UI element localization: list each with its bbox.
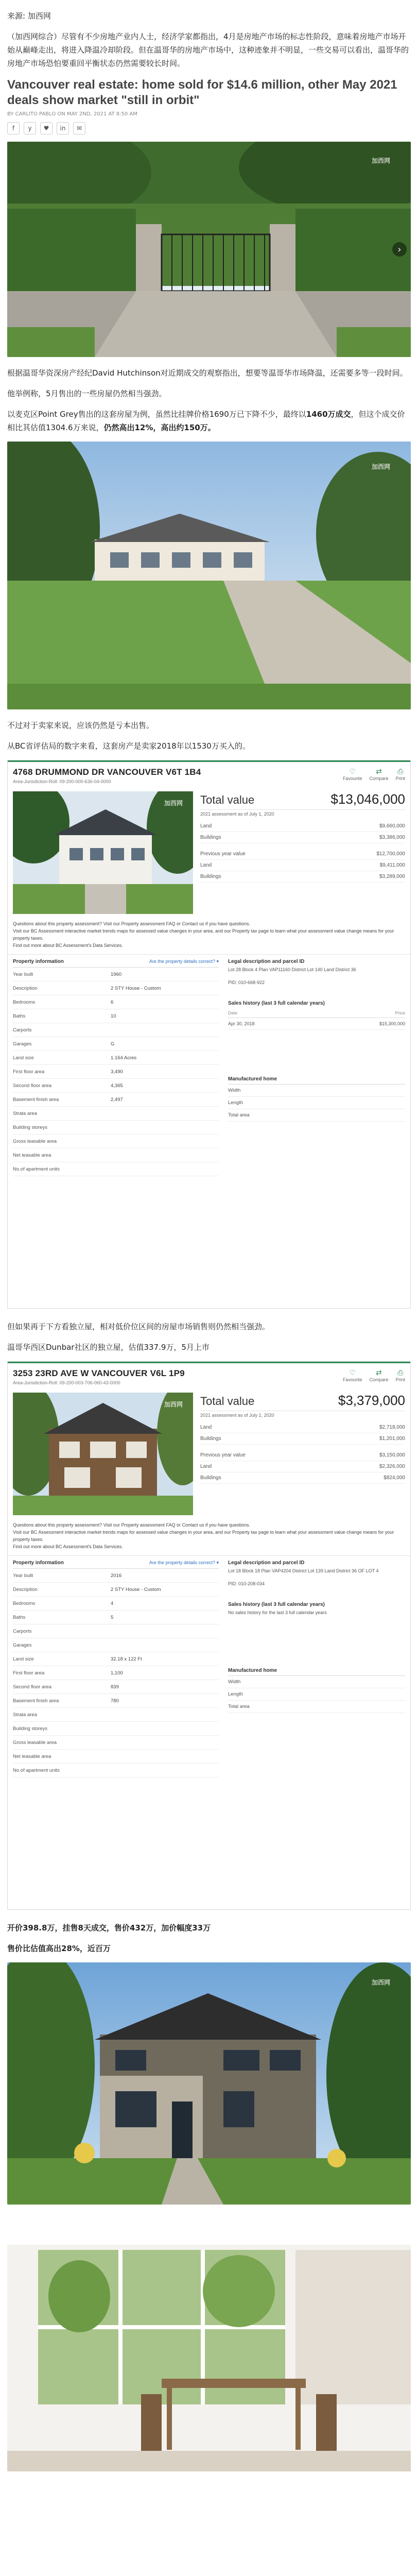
- property-info-section: [8, 1555, 410, 1784]
- property-information-title: Property information: [13, 959, 64, 964]
- paragraph-4: 不过对于卖家来说，应该仍然是亏本出售。: [7, 721, 154, 730]
- print-button[interactable]: [395, 1368, 405, 1382]
- compare-label: Compare: [369, 1377, 389, 1382]
- note-data-services: Find out more about BC Assessment's Data Services.: [13, 943, 123, 948]
- total-value-row: [200, 1393, 405, 1411]
- note-market-trends: Visit our BC Assessment interactive market trends maps for assessed value changes in your area, and our Property tax page to learn what your assessment value change means for your property taxes.: [13, 928, 394, 941]
- field-value: 4: [111, 1600, 114, 1606]
- property-fields-list: [13, 1569, 219, 1777]
- field-label: Basement finish area: [13, 1096, 59, 1103]
- compare-button[interactable]: [369, 767, 388, 781]
- property-field-row: [13, 1093, 219, 1107]
- legal-text: Lot 28 Block 4 Plan VAP11160 District Lot 140 Land District 36: [228, 967, 356, 972]
- buildings-label: Buildings: [200, 1436, 221, 1442]
- field-value: 1.164 Acres: [111, 1055, 137, 1061]
- sales-history-empty-note: No sales history for the last 3 full calendar years: [228, 1610, 327, 1615]
- estate-lawn-image: [7, 442, 411, 709]
- field-label: Garages: [13, 1642, 32, 1648]
- field-label: First floor area: [13, 1670, 45, 1676]
- paragraph-3-part-c: ，但这个成交价相比其估值1304.6万来说，: [7, 410, 405, 432]
- buildings-value-row: [200, 1433, 405, 1445]
- field-label: First floor area: [13, 1069, 45, 1075]
- parcel-id: PID: 010-668-922: [228, 980, 265, 985]
- total-value-label: Total value: [200, 793, 255, 806]
- previous-land-row: [200, 1461, 405, 1472]
- property-fields-list: [13, 968, 219, 1176]
- parcel-id: PID: 010-208-034: [228, 1581, 265, 1586]
- assessment-date-note: 2021 assessment as of July 1, 2020: [200, 811, 274, 817]
- print-icon: ⎙: [397, 1368, 404, 1377]
- interior-image: [7, 2214, 411, 2471]
- details-correct-link[interactable]: Are the property details correct? ▾: [149, 1560, 219, 1565]
- property-field-row: [13, 1023, 219, 1037]
- property-field-row: [13, 1065, 219, 1079]
- favourite-label: Favourite: [342, 776, 362, 781]
- property-field-row: [13, 1722, 219, 1736]
- mh-total-area: Total area: [228, 1701, 405, 1713]
- heart-icon: ♡: [349, 767, 356, 775]
- favourite-label: Favourite: [342, 1377, 362, 1382]
- field-label: Net leasable area: [13, 1753, 51, 1759]
- print-button[interactable]: [395, 767, 405, 781]
- manufactured-home-title: Manufactured home: [228, 1076, 405, 1084]
- land-value-row: [200, 1422, 405, 1433]
- mh-length: Length: [228, 1097, 405, 1109]
- field-value: 6: [111, 999, 114, 1005]
- property-field-row: [13, 1051, 219, 1065]
- field-label: Bedrooms: [13, 1600, 36, 1606]
- total-value-amount: $13,046,000: [330, 791, 405, 807]
- property-address: 4768 DRUMMOND DR VANCOUVER V6T 1B4: [13, 767, 201, 777]
- paragraph-2: 他举例称，5月售出的一些房屋仍然相当强劲。: [7, 389, 167, 398]
- field-value: 3,490: [111, 1069, 123, 1075]
- legal-and-sales: [228, 959, 405, 1176]
- total-value-label: Total value: [200, 1395, 255, 1408]
- watermark: 加西网: [164, 800, 183, 807]
- field-value: 32.18 x 122 Ft: [111, 1656, 142, 1662]
- field-label: Carports: [13, 1628, 32, 1634]
- watermark: 加西网: [371, 463, 390, 470]
- field-value: 780: [111, 1698, 119, 1704]
- property-field-row: [13, 1121, 219, 1134]
- previous-year-row: [200, 1450, 405, 1461]
- property-field-row: [13, 1009, 219, 1023]
- total-value-panel: [200, 1393, 405, 1515]
- total-value-row: [200, 791, 405, 810]
- field-label: Baths: [13, 1013, 26, 1019]
- legal-and-sales: [228, 1560, 405, 1777]
- sales-history-title: Sales history (last 3 full calendar years): [228, 1602, 325, 1607]
- sales-history-title: Sales history (last 3 full calendar years): [228, 1001, 325, 1006]
- watermark: 加西网: [371, 1979, 390, 1986]
- field-label: No.of apartment units: [13, 1767, 60, 1773]
- property-field-row: [13, 1736, 219, 1750]
- field-value: 2 STY House - Custom: [111, 985, 161, 991]
- property-field-row: [13, 981, 219, 995]
- photo-estate-lawn: [7, 442, 411, 709]
- field-value: 2 STY House - Custom: [111, 1586, 161, 1592]
- property-thumbnail: [13, 791, 193, 914]
- previous-year-label: Previous year value: [200, 851, 246, 857]
- field-label: Garages: [13, 1041, 32, 1047]
- field-value: 4,365: [111, 1082, 123, 1089]
- field-label: Building storeys: [13, 1725, 48, 1732]
- heart-icon: ♡: [349, 1368, 356, 1377]
- watermark: 加西网: [371, 157, 390, 164]
- previous-buildings-row: [200, 1472, 405, 1484]
- buildings-value: $3,386,000: [379, 835, 405, 840]
- note-data-services: Find out more about BC Assessment's Data Services.: [13, 1544, 123, 1549]
- note-faq: Questions about this property assessment? Visit our Property assessment FAQ or Contact us if you have questions.: [13, 921, 251, 926]
- mh-length: Length: [228, 1688, 405, 1701]
- note-market-trends: Visit our BC Assessment interactive market trends maps for assessed value changes in your area, and our Property tax page to learn what your assessment value change means for your property taxes.: [13, 1530, 394, 1542]
- land-value-row: [200, 821, 405, 832]
- previous-year-value: $3,150,000: [379, 1452, 405, 1458]
- total-value-amount: $3,379,000: [338, 1393, 405, 1408]
- paragraph-3-sold-price: 1460万成交: [306, 410, 351, 419]
- property-information: [13, 1560, 219, 1777]
- card-header: [8, 1362, 410, 1388]
- previous-land-value: $9,411,000: [379, 862, 405, 868]
- linkedin-icon[interactable]: in: [57, 122, 69, 134]
- field-label: Description: [13, 1586, 38, 1592]
- field-label: Second floor area: [13, 1684, 51, 1690]
- field-value: G: [111, 1041, 115, 1047]
- card-actions: [343, 767, 405, 781]
- print-label: Print: [395, 776, 405, 781]
- property-information-header: [13, 1560, 219, 1569]
- legal-title: Legal description and parcel ID: [228, 959, 305, 964]
- house-thumbnail-image: [13, 1393, 193, 1515]
- card-actions: [343, 1368, 405, 1382]
- property-field-row: [13, 1134, 219, 1148]
- property-info-section: [8, 954, 410, 1182]
- property-field-row: [13, 1680, 219, 1694]
- field-value: 2,497: [111, 1096, 123, 1103]
- property-information: [13, 959, 219, 1176]
- twitter-icon[interactable]: y: [24, 122, 36, 134]
- field-label: Land size: [13, 1656, 34, 1662]
- sales-price-col: Price: [395, 1010, 405, 1015]
- print-icon: ⎙: [397, 767, 404, 775]
- property-field-row: [13, 1079, 219, 1093]
- field-value: 1960: [111, 971, 122, 977]
- property-field-row: [13, 1597, 219, 1611]
- land-label: Land: [200, 1464, 212, 1469]
- field-label: Baths: [13, 1614, 26, 1620]
- property-field-row: [13, 1764, 219, 1777]
- paragraph-5: 从BC省评估局的数字来看，这套房产是卖家2018年以1530万买入的。: [7, 741, 250, 751]
- card-header: [8, 760, 410, 787]
- property-field-row: [13, 1162, 219, 1176]
- field-label: Year built: [13, 1572, 33, 1579]
- land-label: Land: [200, 823, 212, 829]
- paragraph-1: 根据温哥华资深房产经纪David Hutchinson对近期成交的观察指出，想要等温哥华市场降温，还需要多等一段时间。: [7, 368, 408, 378]
- property-field-row: [13, 968, 219, 981]
- field-value: 839: [111, 1684, 119, 1690]
- compare-label: Compare: [369, 776, 389, 781]
- compare-button[interactable]: [369, 1368, 388, 1382]
- property-field-row: [13, 1624, 219, 1638]
- paragraph-3-part-a: 以麦克区Point Grey售出的这套房屋为例，虽然比挂牌价格1690万已下降不少，最终以: [7, 410, 306, 419]
- sale-price: $15,300,000: [379, 1021, 405, 1026]
- field-label: Gross leasable area: [13, 1739, 57, 1745]
- land-value: $2,718,000: [379, 1425, 405, 1430]
- watermark: 加西网: [371, 2230, 390, 2238]
- property-address: 3253 23RD AVE W VANCOUVER V6L 1P9: [13, 1368, 185, 1378]
- mh-total-area: Total area: [228, 1109, 405, 1122]
- field-label: Basement finish area: [13, 1698, 59, 1704]
- assessment-notes: [8, 918, 410, 951]
- paragraph-3: [7, 408, 411, 434]
- carousel-next-arrow[interactable]: ›: [392, 242, 407, 257]
- photo-modern-house: [7, 1962, 411, 2205]
- mh-width: Width: [228, 1676, 405, 1688]
- share-bar: [7, 122, 411, 134]
- previous-year-row: [200, 849, 405, 860]
- buildings-value: $1,201,000: [379, 1436, 405, 1442]
- legal-title: Legal description and parcel ID: [228, 1560, 305, 1566]
- property-field-row: [13, 1750, 219, 1764]
- roll-number: Area-Jurisdiction-Roll: 09-200-000-636-04-0000: [13, 779, 111, 784]
- property-information-header: [13, 959, 219, 968]
- assessment-card-drummond: [7, 760, 411, 1309]
- watermark: 加西网: [164, 1401, 183, 1408]
- intro-paragraph: （加西网综合）尽管有不少房地产业内人士，经济学家都指出，4月是房地产市场的标志性阶段，意味着房地产市场开始从巅峰走出，将进入降温冷却阶段。但在温哥华的房地产市场中，这种迹象并不明显，一些交易可以看出，温哥华的房地产市场恐怕要重回平衡状态仍然需要较长时间。: [7, 32, 409, 68]
- house-thumbnail-image: [13, 791, 193, 914]
- property-field-row: [13, 1037, 219, 1051]
- buildings-label: Buildings: [200, 874, 221, 879]
- gate-estate-image: [7, 142, 411, 357]
- field-value: 10: [111, 1013, 116, 1019]
- property-field-row: [13, 995, 219, 1009]
- assessment-date-note: 2021 assessment as of July 1, 2020: [200, 1413, 274, 1418]
- note-faq: Questions about this property assessment? Visit our Property assessment FAQ or Contact us if you have questions.: [13, 1522, 251, 1528]
- card-body: [8, 787, 410, 918]
- byline: BY CARLITO PABLO ON MAY 2ND, 2021 AT 8:50 AM: [7, 111, 137, 117]
- property-field-row: [13, 1694, 219, 1708]
- compare-icon: ⇄: [376, 767, 382, 775]
- property-field-row: [13, 1652, 219, 1666]
- field-label: Gross leasable area: [13, 1138, 57, 1144]
- field-label: No.of apartment units: [13, 1166, 60, 1172]
- favourite-button[interactable]: [343, 1368, 362, 1382]
- previous-land-value: $2,326,000: [379, 1464, 405, 1469]
- compare-icon: ⇄: [376, 1368, 382, 1377]
- field-value: 2016: [111, 1572, 122, 1579]
- assessment-notes: [8, 1519, 410, 1552]
- property-field-row: [13, 1708, 219, 1722]
- paragraph-3-premium: 仍然高出12%，高出约150万。: [103, 423, 216, 432]
- property-field-row: [13, 1638, 219, 1652]
- email-icon[interactable]: ✉: [73, 122, 85, 134]
- manufactured-home-title: Manufactured home: [228, 1668, 405, 1676]
- source-line: 来源: 加西网: [7, 11, 51, 21]
- sale-date: Apr 30, 2018: [228, 1021, 255, 1026]
- favourite-button[interactable]: [343, 767, 362, 781]
- previous-year-value: $12,700,000: [376, 851, 405, 857]
- previous-land-row: [200, 860, 405, 871]
- property-field-row: [13, 1148, 219, 1162]
- field-value: 1,100: [111, 1670, 123, 1676]
- previous-buildings-row: [200, 871, 405, 883]
- property-field-row: [13, 1569, 219, 1583]
- sales-history-columns: [228, 1008, 405, 1018]
- photo-interior: [7, 2214, 411, 2471]
- field-label: Land size: [13, 1055, 34, 1061]
- land-label: Land: [200, 1425, 212, 1430]
- photo-gate-estate: [7, 142, 411, 357]
- field-label: Building storeys: [13, 1124, 48, 1130]
- roll-number: Area-Jurisdiction-Roll: 09-200-003-706-060-43-0000: [13, 1380, 120, 1385]
- land-label: Land: [200, 862, 212, 868]
- property-field-row: [13, 1666, 219, 1680]
- field-label: Strata area: [13, 1110, 37, 1116]
- paragraph-7: 温哥华西区Dunbar社区的独立屋，估值337.9万，5月上市: [7, 1343, 210, 1352]
- buildings-label: Buildings: [200, 1475, 221, 1481]
- facebook-icon[interactable]: f: [7, 122, 20, 134]
- paragraph-8: 开价398.8万，挂售8天成交，售价432万，加价幅度33万: [7, 1923, 211, 1933]
- field-label: Strata area: [13, 1711, 37, 1718]
- property-field-row: [13, 1107, 219, 1121]
- field-label: Description: [13, 985, 38, 991]
- total-value-panel: [200, 791, 405, 914]
- land-value: $9,660,000: [379, 823, 405, 829]
- property-thumbnail: [13, 1393, 193, 1515]
- embedded-article-header: [7, 77, 411, 134]
- legal-text: Lot 18 Block 18 Plan VAP4204 District Lot 139 Land District 36 OF LOT 4: [228, 1568, 379, 1573]
- field-label: Second floor area: [13, 1082, 51, 1089]
- buildings-label: Buildings: [200, 835, 221, 840]
- field-label: Carports: [13, 1027, 32, 1033]
- headline-en: Vancouver real estate: home sold for $14.6 million, other May 2021 deals show market "still in orbit": [7, 78, 397, 107]
- field-label: Year built: [13, 971, 33, 977]
- paragraph-6: 但如果再于下方看独立屋，相对低价位区间的房屋市场销售则仍然相当强劲。: [7, 1322, 270, 1331]
- previous-buildings-value: $3,289,000: [379, 874, 405, 879]
- field-label: Net leasable area: [13, 1152, 51, 1158]
- buildings-value-row: [200, 832, 405, 843]
- mh-width: Width: [228, 1084, 405, 1097]
- like-icon[interactable]: ♥: [40, 122, 53, 134]
- card-body: [8, 1388, 410, 1519]
- property-information-title: Property information: [13, 1560, 64, 1566]
- previous-year-label: Previous year value: [200, 1452, 246, 1458]
- assessment-card-23rd-ave: [7, 1361, 411, 1910]
- property-field-row: [13, 1611, 219, 1624]
- details-correct-link[interactable]: Are the property details correct? ▾: [149, 959, 219, 964]
- previous-buildings-value: $824,000: [384, 1475, 405, 1481]
- print-label: Print: [395, 1377, 405, 1382]
- paragraph-9: 售价比估值高出28%，近百万: [7, 1944, 111, 1953]
- sales-history-row: [228, 1018, 405, 1030]
- sales-date-col: Date: [228, 1010, 237, 1015]
- modern-house-image: [7, 1962, 411, 2205]
- field-label: Bedrooms: [13, 999, 36, 1005]
- property-field-row: [13, 1583, 219, 1597]
- field-value: 5: [111, 1614, 114, 1620]
